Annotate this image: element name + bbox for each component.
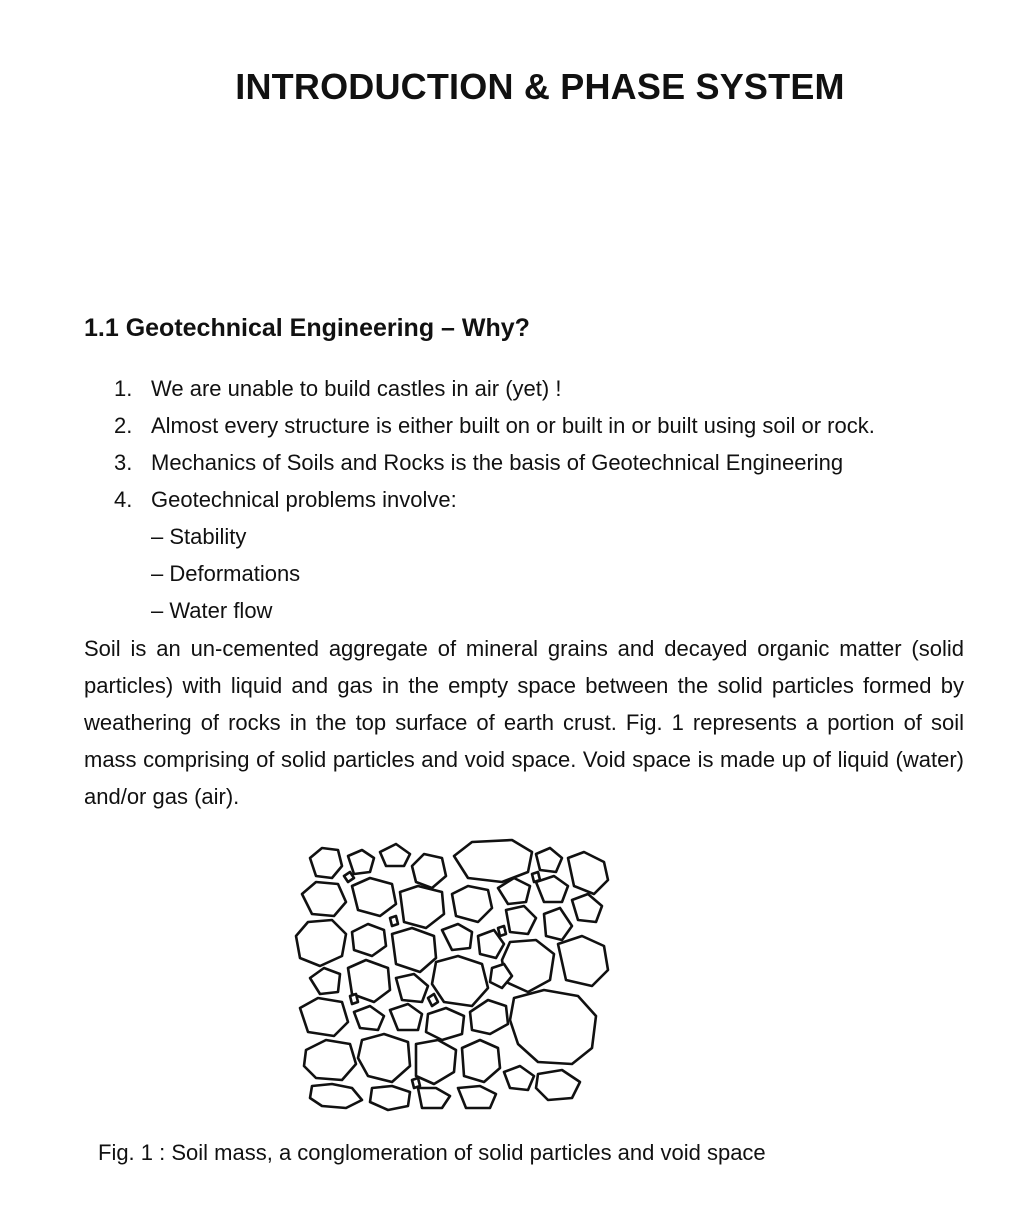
list-item-number: 2. — [114, 413, 133, 438]
soil-definition-paragraph: Soil is an un-cemented aggregate of mineral grains and decayed organic matter (solid particles) with liquid and gas in the empty space between the solid particles formed by weathering of rocks in the top surface of earth crust. Fig. 1 represents a portion of soil mass comprising of solid particles and void space. Void space is made up of liquid (water) and/or gas (air). — [84, 636, 964, 809]
section-heading: 1.1 Geotechnical Engineering – Why? — [84, 314, 530, 342]
list-item-text: We are unable to build castles in air (yet) ! — [151, 376, 562, 401]
sublist-item-stability: – Stability — [151, 524, 247, 549]
list-item-number: 3. — [114, 450, 133, 475]
list-item-text: Geotechnical problems involve: — [151, 487, 457, 512]
list-item — [114, 407, 994, 444]
problem-types-list — [114, 518, 994, 629]
sublist-container — [114, 518, 994, 629]
figure-caption: Fig. 1 : Soil mass, a conglomeration of solid particles and void space — [98, 1140, 766, 1165]
soil-particles-drawing — [292, 836, 622, 1112]
list-item — [114, 444, 994, 481]
sublist-item-water-flow: – Water flow — [151, 598, 273, 623]
list-item-number: 4. — [114, 487, 133, 512]
soil-mass-figure — [292, 836, 622, 1112]
list-item-text: Mechanics of Soils and Rocks is the basis of Geotechnical Engineering — [151, 450, 844, 475]
page-title: INTRODUCTION & PHASE SYSTEM — [235, 66, 845, 107]
list-item-number: 1. — [114, 376, 133, 401]
list-item — [114, 481, 994, 518]
reasons-list — [114, 370, 994, 629]
list-item-text: Almost every structure is either built on or built in or built using soil or rock. — [151, 413, 875, 438]
list-item — [114, 370, 994, 407]
sublist-item-deformations: – Deformations — [151, 561, 301, 586]
